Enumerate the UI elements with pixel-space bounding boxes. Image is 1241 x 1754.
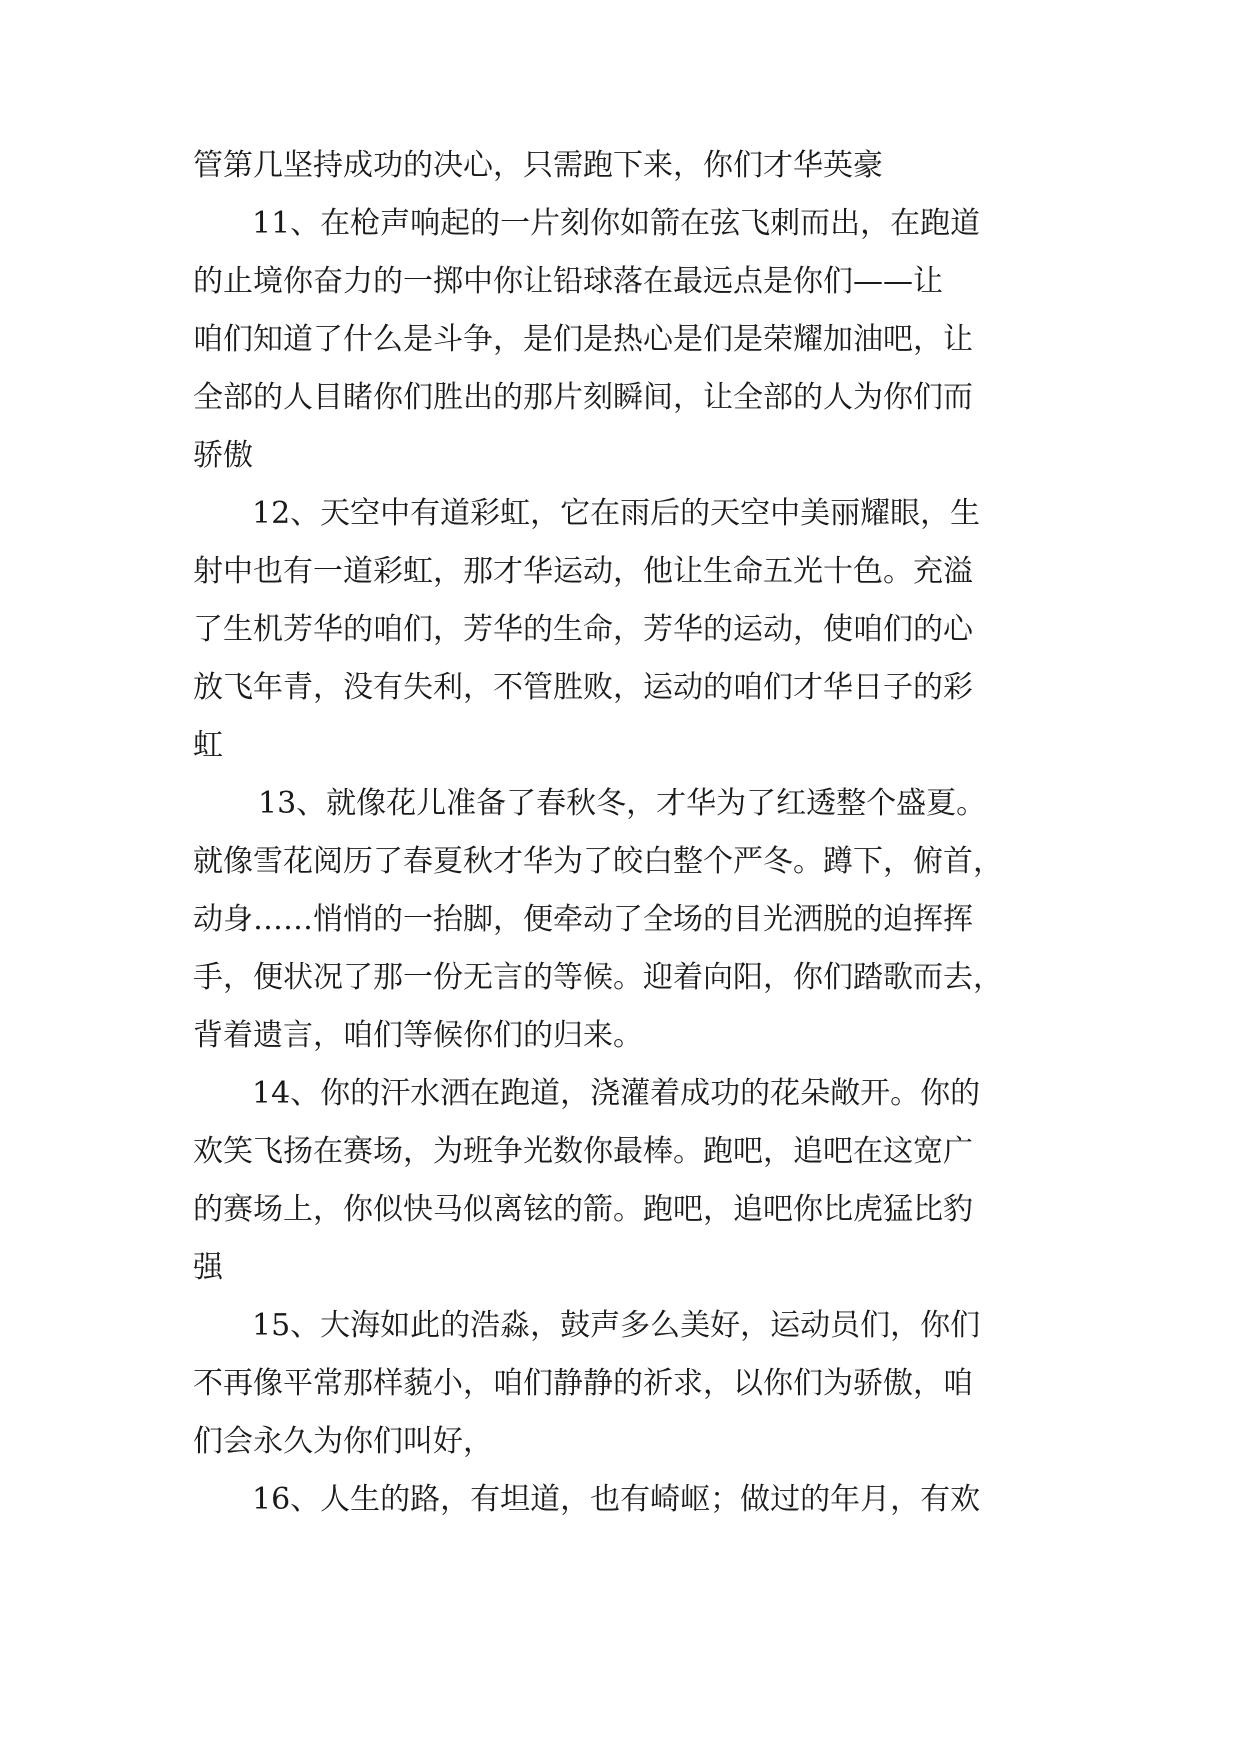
text-line: 虹 (193, 728, 223, 763)
text-line: 的止境你奋力的一掷中你让铅球落在最远点是你们——让 (193, 264, 943, 299)
text-line: 不再像平常那样藐小，咱们静静的祈求，以你们为骄傲，咱 (193, 1366, 973, 1401)
text-line: 全部的人目睹你们胜出的那片刻瞬间，让全部的人为你们而 (193, 380, 973, 415)
paragraph-15-start: 15、大海如此的浩淼，鼓声多么美好，运动员们，你们 (252, 1308, 981, 1343)
text-line: 放飞年青，没有失利，不管胜败，运动的咱们才华日子的彩 (193, 670, 973, 705)
text-line: 管第几坚持成功的决心，只需跑下来，你们才华英豪 (193, 148, 883, 183)
text-line: 骄傲 (193, 438, 253, 473)
text-line: 的赛场上，你似快马似离铉的箭。跑吧，追吧你比虎猛比豹 (193, 1192, 973, 1227)
text-line: 咱们知道了什么是斗争，是们是热心是们是荣耀加油吧，让 (193, 322, 973, 357)
text-line: 动身……悄悄的一抬脚，便牵动了全场的目光洒脱的迫挥挥 (193, 902, 973, 937)
paragraph-11-start: 11、在枪声响起的一片刻你如箭在弦飞刺而出，在跑道 (252, 206, 981, 241)
paragraph-14-start: 14、你的汗水洒在跑道，浇灌着成功的花朵敞开。你的 (252, 1076, 981, 1111)
text-line: 就像雪花阅历了春夏秋才华为了皎白整个严冬。蹲下，俯首， (193, 844, 1003, 879)
paragraph-16-start: 16、人生的路，有坦道，也有崎岖；做过的年月，有欢 (252, 1482, 981, 1517)
text-line: 手，便状况了那一份无言的等候。迎着向阳，你们踏歌而去， (193, 960, 1003, 995)
text-line: 们会永久为你们叫好， (193, 1424, 493, 1459)
text-line: 欢笑飞扬在赛场，为班争光数你最棒。跑吧，追吧在这宽广 (193, 1134, 973, 1169)
paragraph-13-start: 13、就像花儿准备了春秋冬，才华为了红透整个盛夏。 (258, 786, 987, 821)
text-line: 强 (193, 1250, 223, 1285)
text-line: 了生机芳华的咱们，芳华的生命，芳华的运动，使咱们的心 (193, 612, 973, 647)
paragraph-12-start: 12、天空中有道彩虹，它在雨后的天空中美丽耀眼，生 (252, 496, 981, 531)
text-line: 背着遗言，咱们等候你们的归来。 (193, 1018, 643, 1053)
text-line: 射中也有一道彩虹，那才华运动，他让生命五光十色。充溢 (193, 554, 973, 589)
